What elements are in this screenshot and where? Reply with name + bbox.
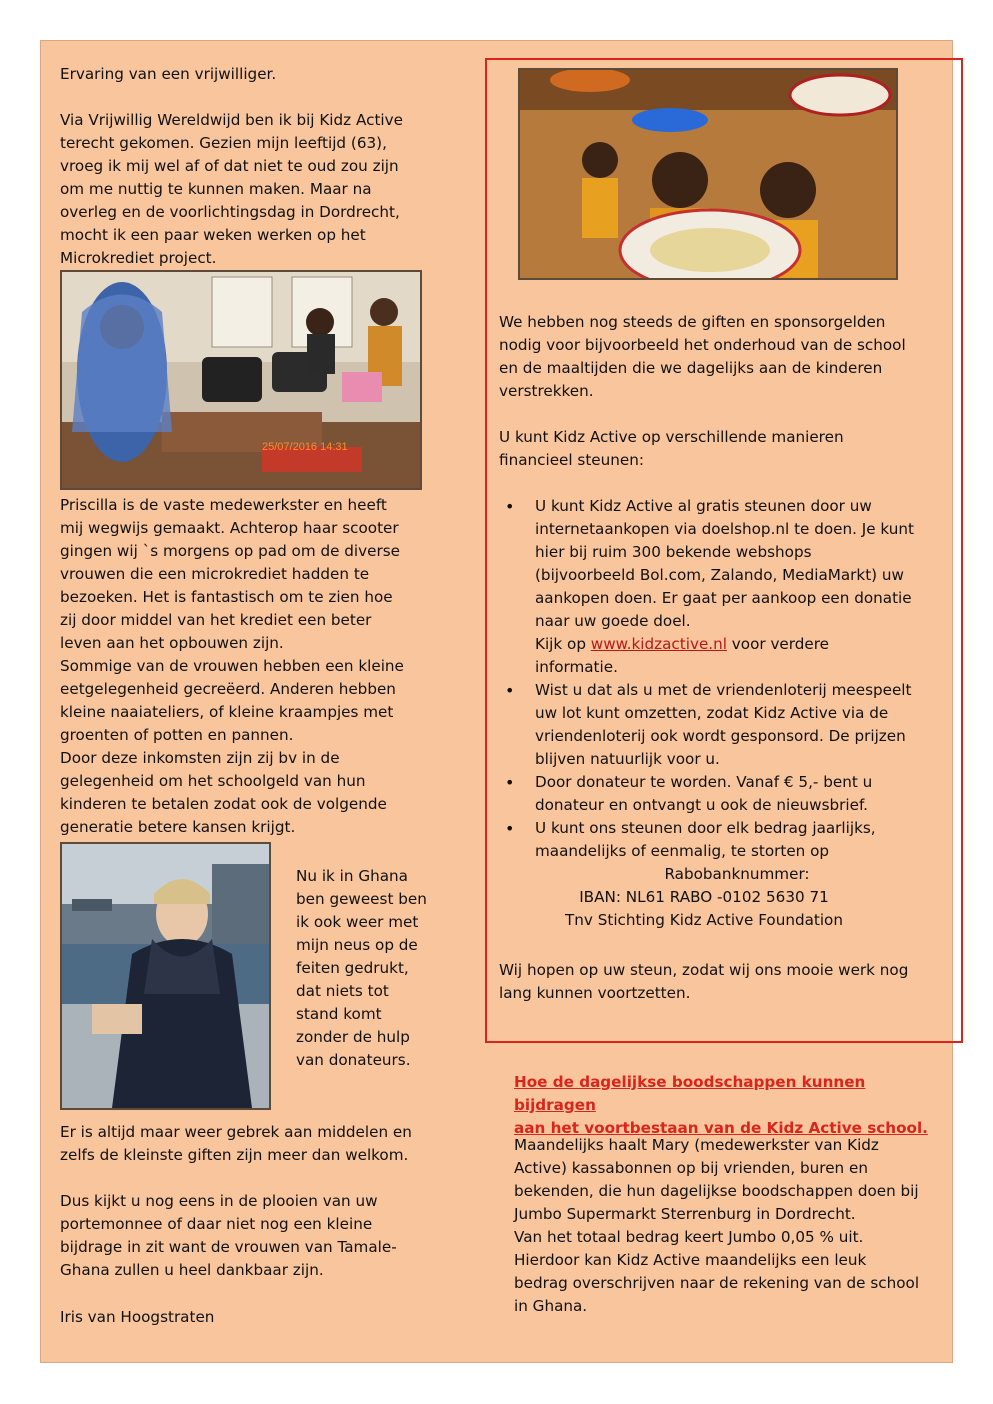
sewing-workshop-photo bbox=[60, 270, 422, 490]
list-item bbox=[499, 495, 939, 679]
plooien-paragraph: Dus kijkt u nog eens in de plooien van uw portemonnee of daar niet nog een kleine bijdrage in zit want de vrouwen van Tamale- Ghana zullen u heel dankbaar zijn. bbox=[60, 1192, 397, 1279]
bank-label: Rabobanknummer: bbox=[664, 865, 810, 883]
list-item bbox=[499, 679, 939, 771]
boodschappen-heading: Hoe de dagelijkse boodschappen kunnen bijdragen aan het voortbestaan van de Kidz Active school. bbox=[514, 1073, 928, 1137]
doelshop-text: U kunt Kidz Active al gratis steunen door uw internetaankopen via doelshop.nl te doen. Je kunt hier bij ruim 300 bekende webshops (bijvoorbeeld Bol.com, Zalando, MediaMarkt) uw aankopen doen. Er gaat per aankoop een donatie naar uw goede doel. bbox=[535, 497, 914, 630]
photo-timestamp: 25/07/2016 14:31 bbox=[262, 441, 348, 453]
hopen-paragraph: Wij hopen op uw steun, zodat wij ons mooie werk nog lang kunnen voortzetten. bbox=[499, 961, 909, 1002]
gebrek-paragraph: Er is altijd maar weer gebrek aan middelen en zelfs de kleinste giften zijn meer dan welkom. bbox=[60, 1123, 412, 1164]
steunen-paragraph: U kunt Kidz Active op verschillende manieren financieel steunen: bbox=[499, 428, 844, 469]
giften-paragraph: We hebben nog steeds de giften en sponsorgelden nodig voor bijvoorbeeld het onderhoud van de school en de maaltijden die we dagelijks aan de kinderen verstrekken. bbox=[499, 313, 906, 400]
kidzactive-link[interactable]: www.kidzactive.nl bbox=[590, 635, 727, 653]
sewing-workshop-image bbox=[62, 272, 420, 488]
donation-content bbox=[499, 311, 939, 1005]
list-item bbox=[499, 817, 939, 886]
vriendenloterij-text: Wist u dat als u met de vriendenloterij meespeelt uw lot kunt omzetten, zodat Kidz Active via de vriendenloterij ook wordt gesponsord. De prijzen blijven natuurlijk voor u. bbox=[535, 681, 912, 768]
signature: Iris van Hoogstraten bbox=[60, 1308, 215, 1326]
volunteer-portrait-photo bbox=[60, 842, 271, 1110]
children-meals-image bbox=[520, 70, 896, 278]
bedrag-text: U kunt ons steunen door elk bedrag jaarlijks, maandelijks of eenmalig, te storten op bbox=[535, 819, 876, 860]
list-item bbox=[499, 771, 939, 817]
support-options-list bbox=[499, 495, 939, 886]
priscilla-paragraph: Priscilla is de vaste medewerkster en heeft mij wegwijs gemaakt. Achterop haar scooter gingen wij `s morgens op pad om de diverse vrouwen die een microkrediet hadden te bezoeken. Het is fantastisch om te zien hoe zij door middel van het krediet een beter leven aan het opbouwen zijn. Sommige van de vrouwen hebben een kleine eetgelegenheid gecreëerd. Anderen hebben kleine naaiateliers, of kleine kraampjes met groenten of potten en pannen. Door deze inkomsten zijn zij bv in de gelegenheid om het schoolgeld van hun kinderen te betalen zodat ook de volgende generatie betere kansen krijgt. bbox=[60, 496, 404, 836]
kijk-op-text: Kijk op bbox=[535, 635, 591, 653]
donateur-text: Door donateur te worden. Vanaf € 5,- bent u donateur en ontvangt u ook de nieuwsbrief. bbox=[535, 773, 873, 814]
article-title: Ervaring van een vrijwilliger. bbox=[60, 65, 277, 83]
iban-number: IBAN: NL61 RABO -0102 5630 71 bbox=[579, 888, 829, 906]
boodschappen-paragraph: Maandelijks haalt Mary (medewerkster van Kidz Active) kassabonnen op bij vrienden, buren en bekenden, die hun dagelijkse boodschappen doen bij Jumbo Supermarkt Sterrenburg in Dordrecht. Van het totaal bedrag keert Jumbo 0,05 % uit. Hierdoor kan Kidz Active maandelijks een leuk bedrag overschrijven naar de rekening van de school in Ghana. bbox=[514, 1136, 920, 1315]
informatie-text: voor verdere informatie. bbox=[535, 635, 829, 676]
ghana-paragraph: Nu ik in Ghana ben geweest ben ik ook weer met mijn neus op de feiten gedrukt, dat niets tot stand komt zonder de hulp van donateurs. bbox=[296, 867, 427, 1069]
intro-paragraph: Via Vrijwillig Wereldwijd ben ik bij Kidz Active terecht gekomen. Gezien mijn leeftijd (63), vroeg ik mij wel af of dat niet te oud zou zijn om me nuttig te kunnen maken. Maar na overleg en de voorlichtingsdag in Dordrecht, mocht ik een paar weken werken op het Microkrediet project. bbox=[60, 111, 403, 267]
children-meals-photo bbox=[518, 68, 898, 280]
tnv-foundation: Tnv Stichting Kidz Active Foundation bbox=[565, 911, 843, 929]
volunteer-portrait-image bbox=[62, 844, 269, 1108]
